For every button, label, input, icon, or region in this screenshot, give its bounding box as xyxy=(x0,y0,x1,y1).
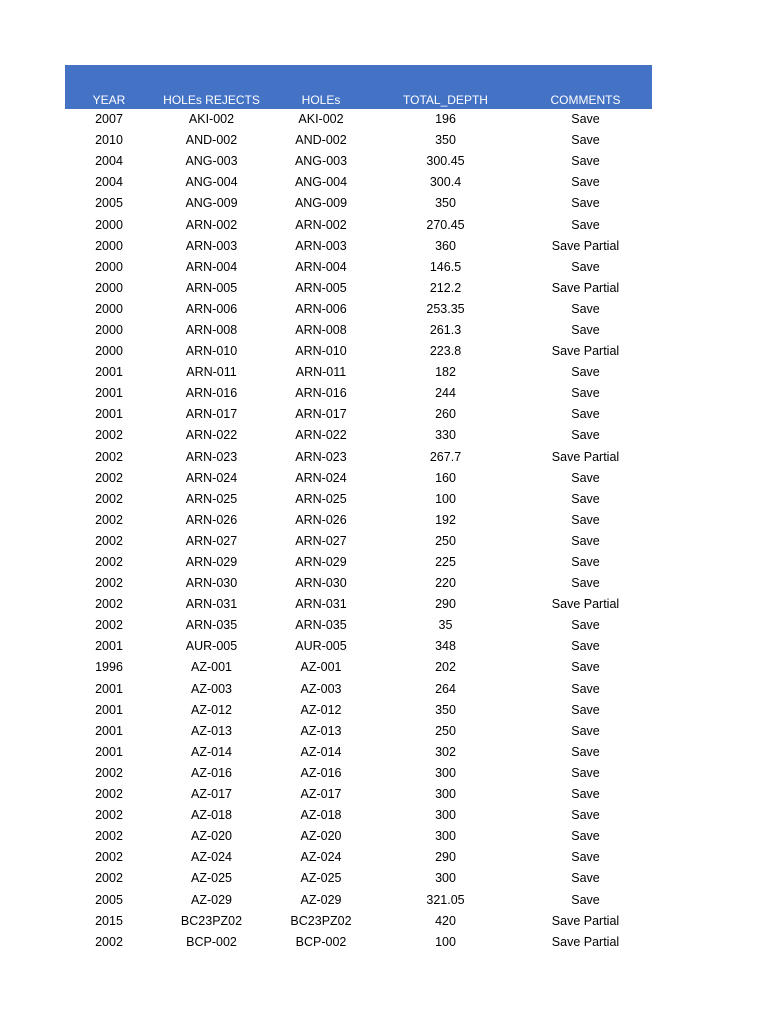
total-depth-cell[interactable]: 300 xyxy=(435,765,456,780)
holes-rejects-cell[interactable]: AZ-020 xyxy=(191,829,232,844)
holes-rejects-cell[interactable]: AZ-013 xyxy=(191,723,232,738)
year-cell[interactable]: 2002 xyxy=(95,491,123,506)
holes-cell[interactable]: BC23PZ02 xyxy=(290,913,352,928)
total-depth-cell[interactable]: 260 xyxy=(435,407,456,422)
holes-rejects-cell[interactable]: ARN-006 xyxy=(185,301,238,316)
year-cell[interactable]: 2002 xyxy=(95,787,123,802)
comments-cell[interactable]: Save xyxy=(571,829,600,844)
holes-cell[interactable]: ANG-009 xyxy=(294,196,348,211)
holes-cell[interactable]: AZ-018 xyxy=(300,808,342,823)
table-row xyxy=(65,278,652,299)
total-depth-cell[interactable]: 330 xyxy=(435,428,456,443)
total-depth-cell[interactable]: 420 xyxy=(435,913,456,928)
table-row xyxy=(65,911,652,932)
year-cell[interactable]: 2000 xyxy=(95,344,123,359)
holes-rejects-cell[interactable]: AKI-002 xyxy=(188,112,235,127)
table-row xyxy=(65,932,652,953)
total-depth-cell[interactable]: 250 xyxy=(435,533,456,548)
comments-cell[interactable]: Save xyxy=(571,765,600,780)
year-cell[interactable]: 2015 xyxy=(95,913,123,928)
holes-rejects-cell[interactable]: AZ-024 xyxy=(191,850,232,865)
comments-cell[interactable]: Save xyxy=(571,112,600,127)
holes-rejects-cell[interactable]: ARN-026 xyxy=(185,512,238,527)
holes-cell[interactable]: ARN-016 xyxy=(295,386,347,401)
comments-cell[interactable]: Save xyxy=(571,533,600,548)
comments-cell[interactable]: Save xyxy=(571,660,600,675)
table-row xyxy=(65,868,652,889)
comments-cell[interactable]: Save Partial xyxy=(551,280,620,295)
table-row xyxy=(65,383,652,404)
total-depth-cell[interactable]: 244 xyxy=(435,386,456,401)
spreadsheet xyxy=(65,65,652,953)
holes-cell[interactable]: ANG-004 xyxy=(294,175,348,190)
holes-cell[interactable]: ARN-027 xyxy=(295,533,347,548)
comments-cell[interactable]: Save xyxy=(571,808,600,823)
comments-cell[interactable]: Save Partial xyxy=(551,597,620,612)
holes-rejects-cell[interactable]: ANG-004 xyxy=(185,175,238,190)
holes-rejects-cell[interactable]: ARN-031 xyxy=(185,597,238,612)
total-depth-cell[interactable]: 300 xyxy=(435,871,456,886)
comments-cell[interactable]: Save xyxy=(571,301,600,316)
total-depth-cell[interactable]: 223.8 xyxy=(429,344,462,359)
holes-rejects-cell[interactable]: AZ-025 xyxy=(191,871,232,886)
holes-cell[interactable]: ARN-025 xyxy=(295,491,347,506)
total-depth-cell[interactable]: 290 xyxy=(435,850,456,865)
total-depth-cell[interactable]: 182 xyxy=(435,365,456,380)
table-row xyxy=(65,468,652,489)
year-cell[interactable]: 2002 xyxy=(95,871,123,886)
holes-table xyxy=(65,65,652,953)
comments-cell[interactable]: Save xyxy=(571,555,600,570)
year-cell[interactable]: 2002 xyxy=(95,808,123,823)
holes-rejects-cell[interactable]: ARN-010 xyxy=(185,344,238,359)
year-cell[interactable]: 2002 xyxy=(95,428,123,443)
total-depth-cell[interactable]: 250 xyxy=(435,723,456,738)
table-row xyxy=(65,721,652,742)
comments-cell[interactable]: Save xyxy=(571,576,600,591)
year-cell[interactable]: 2002 xyxy=(95,618,123,633)
year-cell[interactable]: 2000 xyxy=(95,322,123,337)
holes-rejects-cell[interactable]: ANG-009 xyxy=(185,196,238,211)
holes-rejects-cell[interactable]: ARN-030 xyxy=(185,576,238,591)
table-row xyxy=(65,784,652,805)
holes-cell[interactable]: ARN-024 xyxy=(295,470,347,485)
holes-rejects-cell[interactable]: ARN-008 xyxy=(185,322,238,337)
holes-cell[interactable]: BCP-002 xyxy=(295,934,347,949)
comments-cell[interactable]: Save xyxy=(571,365,600,380)
table-row xyxy=(65,320,652,341)
header-holes[interactable]: HOLEs xyxy=(270,65,372,109)
year-cell[interactable]: 2000 xyxy=(95,301,123,316)
holes-cell[interactable]: ARN-008 xyxy=(295,322,347,337)
comments-cell[interactable]: Save xyxy=(571,154,600,169)
comments-cell[interactable]: Save xyxy=(571,744,600,759)
year-cell[interactable]: 2000 xyxy=(95,238,123,253)
comments-cell[interactable]: Save xyxy=(571,618,600,633)
year-cell[interactable]: 2004 xyxy=(95,175,123,190)
year-cell[interactable]: 2002 xyxy=(95,829,123,844)
holes-cell[interactable]: AZ-012 xyxy=(300,702,342,717)
year-cell[interactable]: 1996 xyxy=(95,660,123,675)
holes-rejects-cell[interactable]: ARN-029 xyxy=(185,555,238,570)
holes-cell[interactable]: ARN-035 xyxy=(295,618,347,633)
year-cell[interactable]: 2000 xyxy=(95,217,123,232)
table-row xyxy=(65,172,652,193)
total-depth-cell[interactable]: 321.05 xyxy=(426,892,465,907)
holes-rejects-cell[interactable]: AUR-005 xyxy=(185,639,238,654)
holes-rejects-cell[interactable]: ARN-035 xyxy=(185,618,238,633)
comments-cell[interactable]: Save Partial xyxy=(551,238,620,253)
header-holes-rejects[interactable]: HOLEs REJECTS xyxy=(153,65,270,109)
total-depth-cell[interactable]: 300 xyxy=(435,787,456,802)
table-row xyxy=(65,594,652,615)
holes-rejects-cell[interactable]: ARN-004 xyxy=(185,259,238,274)
total-depth-cell[interactable]: 300.4 xyxy=(429,175,462,190)
holes-cell[interactable]: AZ-013 xyxy=(300,723,342,738)
total-depth-cell[interactable]: 160 xyxy=(435,470,456,485)
total-depth-cell[interactable]: 261.3 xyxy=(429,322,462,337)
table-row xyxy=(65,109,652,130)
total-depth-cell[interactable]: 270.45 xyxy=(426,217,465,232)
comments-cell[interactable]: Save Partial xyxy=(551,449,620,464)
table-row xyxy=(65,489,652,510)
total-depth-cell[interactable]: 35 xyxy=(438,618,453,633)
comments-cell[interactable]: Save xyxy=(571,196,600,211)
table-row xyxy=(65,130,652,151)
holes-cell[interactable]: AZ-014 xyxy=(300,744,342,759)
comments-cell[interactable]: Save xyxy=(571,470,600,485)
total-depth-cell[interactable]: 267.7 xyxy=(429,449,462,464)
table-body xyxy=(65,109,652,953)
total-depth-cell[interactable]: 212.2 xyxy=(429,280,462,295)
comments-cell[interactable]: Save xyxy=(571,512,600,527)
holes-cell[interactable]: AZ-029 xyxy=(300,892,342,907)
comments-cell[interactable]: Save xyxy=(571,850,600,865)
holes-rejects-cell[interactable]: ARN-024 xyxy=(185,470,238,485)
comments-cell[interactable]: Save xyxy=(571,702,600,717)
year-cell[interactable]: 2007 xyxy=(95,112,123,127)
holes-cell[interactable]: AKI-002 xyxy=(298,112,344,127)
year-cell[interactable]: 2001 xyxy=(95,386,123,401)
total-depth-cell[interactable]: 220 xyxy=(435,576,456,591)
total-depth-cell[interactable]: 225 xyxy=(435,555,456,570)
table-row xyxy=(65,425,652,446)
holes-rejects-cell[interactable]: ARN-003 xyxy=(185,238,238,253)
table-row xyxy=(65,552,652,573)
header-year[interactable]: YEAR xyxy=(65,65,153,109)
holes-rejects-cell[interactable]: BC23PZ02 xyxy=(180,913,243,928)
comments-cell[interactable]: Save xyxy=(571,787,600,802)
year-cell[interactable]: 2002 xyxy=(95,850,123,865)
year-cell[interactable]: 2002 xyxy=(95,597,123,612)
table-row xyxy=(65,214,652,235)
total-depth-cell[interactable]: 350 xyxy=(435,133,456,148)
holes-cell[interactable]: ARN-004 xyxy=(295,259,347,274)
holes-rejects-cell[interactable]: ARN-023 xyxy=(185,449,238,464)
total-depth-cell[interactable]: 253.35 xyxy=(426,301,465,316)
holes-cell[interactable]: ARN-011 xyxy=(295,365,347,380)
year-cell[interactable]: 2002 xyxy=(95,765,123,780)
total-depth-cell[interactable]: 302 xyxy=(435,744,456,759)
holes-rejects-cell[interactable]: AZ-029 xyxy=(191,892,232,907)
holes-cell[interactable]: ANG-003 xyxy=(294,154,348,169)
comments-cell[interactable]: Save Partial xyxy=(551,344,620,359)
year-cell[interactable]: 2001 xyxy=(95,702,123,717)
total-depth-cell[interactable]: 202 xyxy=(435,660,456,675)
holes-rejects-cell[interactable]: ARN-016 xyxy=(185,386,238,401)
table-row xyxy=(65,299,652,320)
table-row xyxy=(65,763,652,784)
table-row xyxy=(65,742,652,763)
year-cell[interactable]: 2002 xyxy=(95,934,123,949)
comments-cell[interactable]: Save xyxy=(571,133,600,148)
holes-rejects-cell[interactable]: AZ-016 xyxy=(191,765,232,780)
year-cell[interactable]: 2001 xyxy=(95,681,123,696)
holes-cell[interactable]: AND-002 xyxy=(295,133,347,148)
comments-cell[interactable]: Save xyxy=(571,407,600,422)
table-row xyxy=(65,447,652,468)
table-row xyxy=(65,657,652,678)
total-depth-cell[interactable]: 100 xyxy=(435,934,456,949)
holes-cell[interactable]: AZ-016 xyxy=(300,765,342,780)
holes-rejects-cell[interactable]: ARN-027 xyxy=(185,533,238,548)
comments-cell[interactable]: Save xyxy=(571,723,600,738)
table-row xyxy=(65,510,652,531)
year-cell[interactable]: 2002 xyxy=(95,533,123,548)
comments-cell[interactable]: Save xyxy=(571,871,600,886)
comments-cell[interactable]: Save Partial xyxy=(551,913,620,928)
year-cell[interactable]: 2002 xyxy=(95,449,123,464)
header-comments[interactable]: COMMENTS xyxy=(519,65,652,109)
total-depth-cell[interactable]: 100 xyxy=(435,491,456,506)
holes-rejects-cell[interactable]: AZ-014 xyxy=(191,744,232,759)
holes-cell[interactable]: AZ-017 xyxy=(300,787,342,802)
year-cell[interactable]: 2005 xyxy=(95,892,123,907)
holes-rejects-cell[interactable]: AZ-018 xyxy=(191,808,232,823)
table-row xyxy=(65,826,652,847)
table-row xyxy=(65,341,652,362)
holes-cell[interactable]: AZ-003 xyxy=(300,681,342,696)
comments-cell[interactable]: Save xyxy=(571,491,600,506)
comments-cell[interactable]: Save xyxy=(571,175,600,190)
comments-cell[interactable]: Save xyxy=(571,681,600,696)
holes-rejects-cell[interactable]: AZ-017 xyxy=(191,787,232,802)
holes-cell[interactable]: AZ-024 xyxy=(300,850,342,865)
comments-cell[interactable]: Save xyxy=(571,892,600,907)
holes-rejects-cell[interactable]: AND-002 xyxy=(185,133,238,148)
year-cell[interactable]: 2002 xyxy=(95,470,123,485)
holes-rejects-cell[interactable]: ARN-022 xyxy=(185,428,238,443)
year-cell[interactable]: 2001 xyxy=(95,365,123,380)
year-cell[interactable]: 2002 xyxy=(95,512,123,527)
holes-cell[interactable]: ARN-002 xyxy=(295,217,347,232)
year-cell[interactable]: 2010 xyxy=(95,133,123,148)
holes-cell[interactable]: ARN-010 xyxy=(295,344,347,359)
total-depth-cell[interactable]: 300 xyxy=(435,829,456,844)
holes-cell[interactable]: ARN-003 xyxy=(295,238,347,253)
holes-rejects-cell[interactable]: ARN-011 xyxy=(186,365,237,380)
total-depth-cell[interactable]: 300 xyxy=(435,808,456,823)
holes-rejects-cell[interactable]: AZ-003 xyxy=(191,681,232,696)
total-depth-cell[interactable]: 264 xyxy=(435,681,456,696)
table-row xyxy=(65,805,652,826)
holes-cell[interactable]: ARN-022 xyxy=(295,428,347,443)
table-row xyxy=(65,679,652,700)
year-cell[interactable]: 2001 xyxy=(95,744,123,759)
holes-cell[interactable]: ARN-006 xyxy=(295,301,347,316)
comments-cell[interactable]: Save xyxy=(571,322,600,337)
holes-cell[interactable]: AUR-005 xyxy=(295,639,347,654)
table-row xyxy=(65,636,652,657)
total-depth-cell[interactable]: 192 xyxy=(435,512,456,527)
total-depth-cell[interactable]: 360 xyxy=(435,238,456,253)
total-depth-cell[interactable]: 348 xyxy=(435,639,456,654)
header-total-depth[interactable]: TOTAL_DEPTH xyxy=(372,65,519,109)
comments-cell[interactable]: Save Partial xyxy=(551,934,620,949)
total-depth-cell[interactable]: 146.5 xyxy=(429,259,462,274)
table-row xyxy=(65,257,652,278)
holes-cell[interactable]: ARN-026 xyxy=(295,512,347,527)
year-cell[interactable]: 2002 xyxy=(95,555,123,570)
holes-cell[interactable]: ARN-029 xyxy=(295,555,347,570)
total-depth-cell[interactable]: 196 xyxy=(435,112,456,127)
table-row xyxy=(65,362,652,383)
year-cell[interactable]: 2001 xyxy=(95,639,123,654)
table-row xyxy=(65,615,652,636)
holes-cell[interactable]: ARN-031 xyxy=(295,597,347,612)
holes-rejects-cell[interactable]: BCP-002 xyxy=(186,934,237,949)
holes-rejects-cell[interactable]: ARN-002 xyxy=(185,217,238,232)
year-cell[interactable]: 2005 xyxy=(95,196,123,211)
table-header xyxy=(65,65,652,109)
holes-cell[interactable]: AZ-001 xyxy=(300,660,342,675)
year-cell[interactable]: 2002 xyxy=(95,576,123,591)
comments-cell[interactable]: Save xyxy=(571,639,600,654)
table-row xyxy=(65,404,652,425)
holes-cell[interactable]: ARN-017 xyxy=(295,407,347,422)
holes-cell[interactable]: ARN-005 xyxy=(295,280,347,295)
table-row xyxy=(65,847,652,868)
holes-cell[interactable]: ARN-030 xyxy=(295,576,347,591)
year-cell[interactable]: 2004 xyxy=(95,154,123,169)
table-row xyxy=(65,889,652,910)
comments-cell[interactable]: Save xyxy=(571,217,600,232)
table-row xyxy=(65,700,652,721)
header-row xyxy=(65,65,652,109)
holes-cell[interactable]: ARN-023 xyxy=(295,449,347,464)
table-row xyxy=(65,573,652,594)
year-cell[interactable]: 2001 xyxy=(95,407,123,422)
total-depth-cell[interactable]: 300.45 xyxy=(426,154,465,169)
total-depth-cell[interactable]: 350 xyxy=(435,196,456,211)
holes-rejects-cell[interactable]: ARN-005 xyxy=(185,280,238,295)
holes-rejects-cell[interactable]: AZ-001 xyxy=(191,660,232,675)
table-row xyxy=(65,151,652,172)
total-depth-cell[interactable]: 290 xyxy=(435,597,456,612)
comments-cell[interactable]: Save xyxy=(571,259,600,274)
table-row xyxy=(65,193,652,214)
holes-rejects-cell[interactable]: ARN-017 xyxy=(185,407,238,422)
comments-cell[interactable]: Save xyxy=(571,428,600,443)
holes-rejects-cell[interactable]: AZ-012 xyxy=(191,702,232,717)
holes-cell[interactable]: AZ-020 xyxy=(300,829,342,844)
holes-rejects-cell[interactable]: ARN-025 xyxy=(185,491,238,506)
year-cell[interactable]: 2000 xyxy=(95,280,123,295)
year-cell[interactable]: 2001 xyxy=(95,723,123,738)
comments-cell[interactable]: Save xyxy=(571,386,600,401)
table-row xyxy=(65,236,652,257)
total-depth-cell[interactable]: 350 xyxy=(435,702,456,717)
table-row xyxy=(65,531,652,552)
holes-rejects-cell[interactable]: ANG-003 xyxy=(185,154,238,169)
holes-cell[interactable]: AZ-025 xyxy=(300,871,342,886)
year-cell[interactable]: 2000 xyxy=(95,259,123,274)
